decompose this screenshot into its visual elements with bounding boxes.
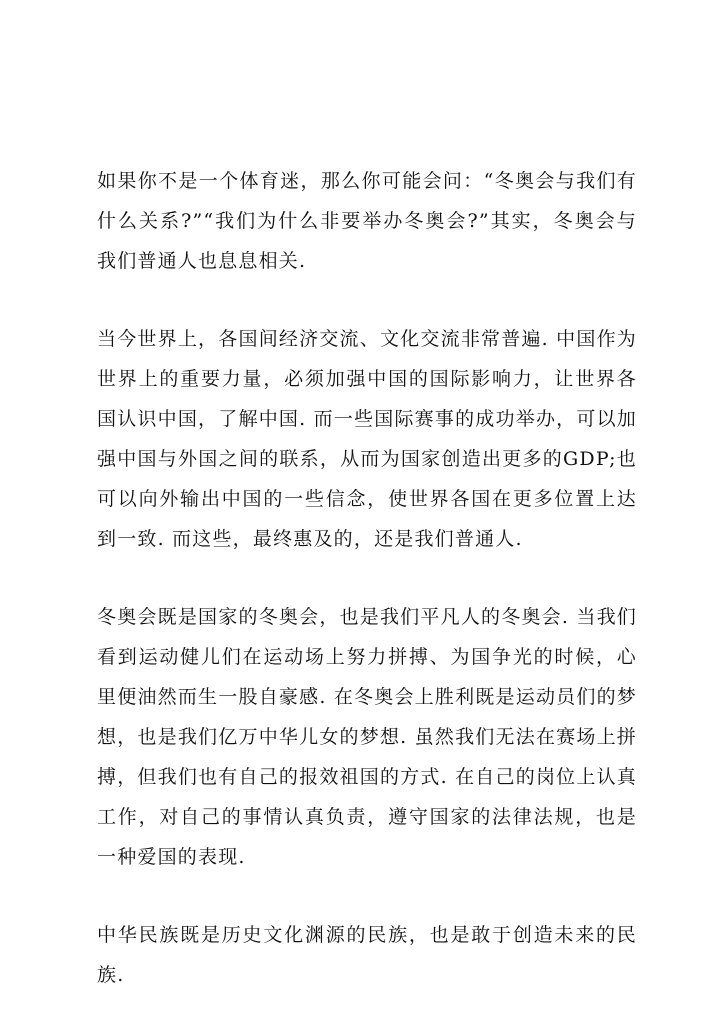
paragraph-3: 冬奥会既是国家的冬奥会，也是我们平凡人的冬奥会. 当我们看到运动健儿们在运动场上努力拼搏、为国争光的时候，心里便油然而生一股自豪感. 在冬奥会上胜利既是运动员们的梦想，也是我们亿万中华儿女的梦想. 虽然我们无法在赛场上拼搏，但我们也有自己的报效祖国的方式. 在自己的岗位上认真工作，对自己的事情认真负责，遵守国家的法律法规，也是一种爱国的表现. <box>97 606 637 868</box>
paragraph-gap <box>97 559 637 597</box>
paragraph-2: 当今世界上，各国间经济交流、文化交流非常普遍. 中国作为世界上的重要力量，必须加强中国的国际影响力，让世界各国认识中国，了解中国. 而一些国际赛事的成功举办，可以加强中国与外国之间的联系，从而为国家创造出更多的GDP;也可以向外输出中国的一些信念，使世界各国在更多位置上达到一致. 而这些，最终惠及的，还是我们普通人. <box>97 328 637 550</box>
paragraph-gap <box>97 281 637 319</box>
paragraph-gap <box>97 877 637 915</box>
paragraph-4: 中华民族既是历史文化渊源的民族，也是敢于创造未来的民族. <box>97 924 637 986</box>
document-body <box>97 161 637 995</box>
paragraph-1: 如果你不是一个体育迷，那么你可能会问：“冬奥会与我们有什么关系?”“我们为什么非要举办冬奥会?”其实，冬奥会与我们普通人也息息相关. <box>97 170 637 272</box>
